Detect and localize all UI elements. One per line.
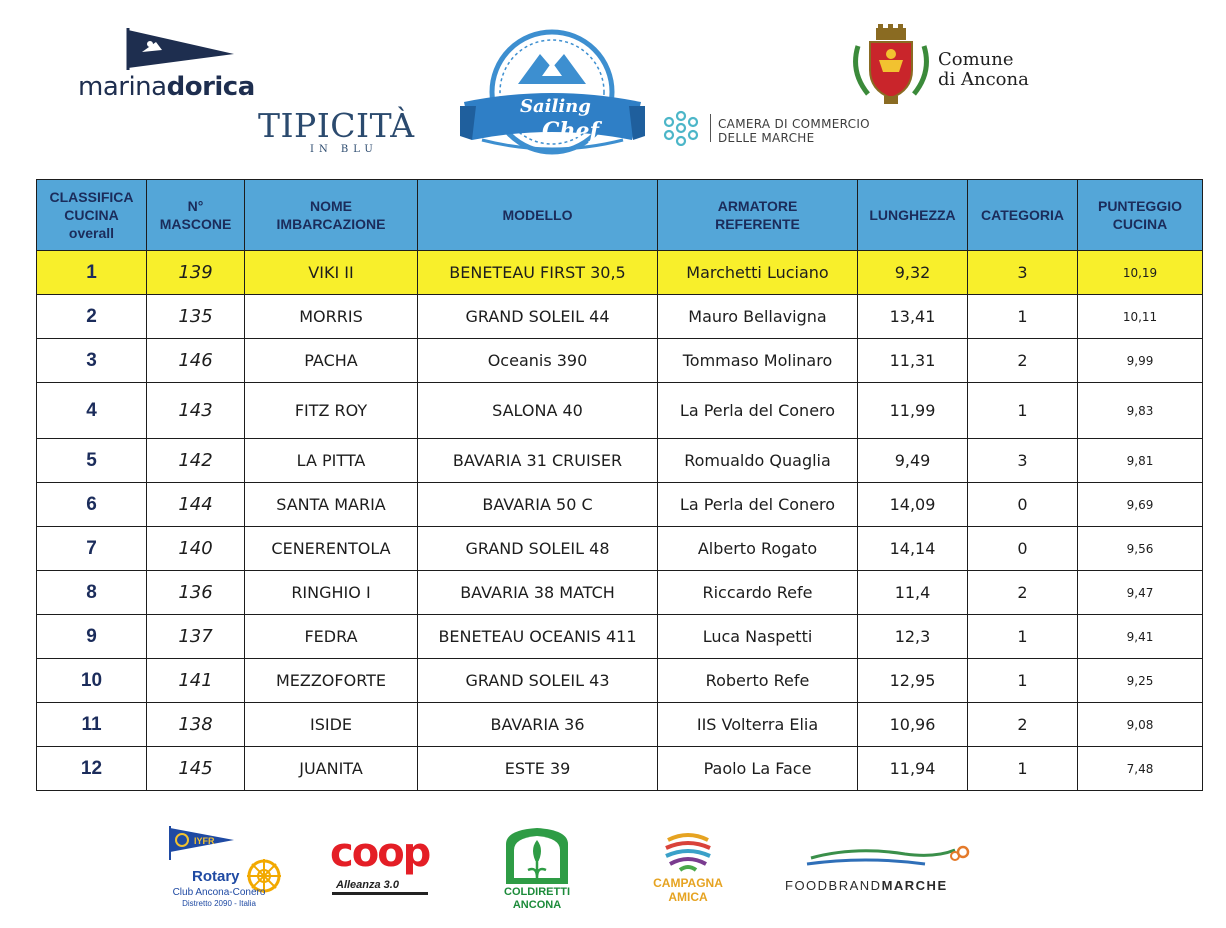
campagna-amica-logo [640,826,736,910]
header-mascone: N° MASCONE [147,180,245,251]
cell-rank: 1 [37,251,147,295]
campagna-amica-text: CAMPAGNA AMICA [653,876,723,904]
sailing-script-text: Sailing [520,96,591,117]
camera-dots-emblem-icon [660,110,702,146]
tipicita-wordmark: TIPICITÀ [258,106,415,145]
foodbrand-landscape-icon [785,842,980,874]
cell-armatore: Riccardo Refe [658,571,858,615]
cell-punteggio: 9,56 [1078,527,1203,571]
cell-lunghezza: 13,41 [858,295,968,339]
table-row [37,703,1203,747]
marinadorica-wordmark: marinadorica [78,72,255,102]
foodbrand-wordmark: FOODBRANDMARCHE [785,878,948,893]
table-row [37,339,1203,383]
cell-nome: PACHA [245,339,418,383]
cell-nome: CENERENTOLA [245,527,418,571]
cell-lunghezza: 11,99 [858,383,968,439]
cell-armatore: Tommaso Molinaro [658,339,858,383]
table-row [37,659,1203,703]
cell-armatore: Alberto Rogato [658,527,858,571]
header-punteggio: PUNTEGGIO CUCINA [1078,180,1203,251]
cell-modello: ESTE 39 [418,747,658,791]
cell-punteggio: 9,25 [1078,659,1203,703]
cell-armatore: IIS Volterra Elia [658,703,858,747]
city-coat-of-arms-icon [848,24,934,108]
cell-mascone: 146 [147,339,245,383]
coop-subtitle: Alleanza 3.0 [336,879,399,891]
sailing-chef-logo [460,28,645,168]
cell-armatore: La Perla del Conero [658,383,858,439]
cell-lunghezza: 11,94 [858,747,968,791]
cell-nome: SANTA MARIA [245,483,418,527]
comune-text: Comune di Ancona [938,49,1029,90]
cell-mascone: 136 [147,571,245,615]
cell-lunghezza: 12,3 [858,615,968,659]
table-row [37,615,1203,659]
cell-modello: BAVARIA 38 MATCH [418,571,658,615]
rotary-logo [148,826,290,916]
ranking-table [36,179,1203,791]
cell-rank: 8 [37,571,147,615]
cell-modello: Oceanis 390 [418,339,658,383]
rotary-club: Club Ancona-Conero [172,887,266,898]
camera-commercio-logo [660,110,890,150]
cell-mascone: 141 [147,659,245,703]
coldiretti-wheat-icon [498,826,576,886]
cell-categoria: 3 [968,251,1078,295]
chef-script-text: Chef [542,118,599,144]
cell-punteggio: 9,99 [1078,339,1203,383]
cell-punteggio: 7,48 [1078,747,1203,791]
cell-lunghezza: 11,4 [858,571,968,615]
cell-armatore: Romualdo Quaglia [658,439,858,483]
cell-rank: 4 [37,383,147,439]
comune-ancona-logo [848,24,1033,108]
cell-modello: BENETEAU OCEANIS 411 [418,615,658,659]
cell-rank: 7 [37,527,147,571]
coop-underline [332,892,428,895]
table-row [37,483,1203,527]
rotary-district: Distretto 2090 - Italia [182,899,256,908]
cell-modello: GRAND SOLEIL 44 [418,295,658,339]
cell-categoria: 0 [968,483,1078,527]
header-armatore: ARMATORE REFERENTE [658,180,858,251]
cell-nome: LA PITTA [245,439,418,483]
header-nome: NOME IMBARCAZIONE [245,180,418,251]
cell-punteggio: 10,19 [1078,251,1203,295]
cell-armatore: Luca Naspetti [658,615,858,659]
cell-mascone: 135 [147,295,245,339]
cell-armatore: La Perla del Conero [658,483,858,527]
cell-punteggio: 9,81 [1078,439,1203,483]
cell-mascone: 145 [147,747,245,791]
table-row [37,251,1203,295]
header-categoria: CATEGORIA [968,180,1078,251]
marinadorica-logo [78,28,255,102]
cell-nome: VIKI II [245,251,418,295]
cell-modello: BAVARIA 50 C [418,483,658,527]
cell-categoria: 1 [968,615,1078,659]
cell-armatore: Marchetti Luciano [658,251,858,295]
cell-punteggio: 9,41 [1078,615,1203,659]
header-rank: CLASSIFICA CUCINA overall [37,180,147,251]
pennant-flag-icon [126,28,236,70]
cell-mascone: 137 [147,615,245,659]
table-row [37,747,1203,791]
cell-categoria: 1 [968,383,1078,439]
coop-logo [330,830,434,898]
tipicita-logo [258,108,413,158]
cell-mascone: 144 [147,483,245,527]
coop-wordmark: coop [330,830,430,876]
table-row [37,571,1203,615]
cell-rank: 9 [37,615,147,659]
cell-punteggio: 9,69 [1078,483,1203,527]
table-row [37,383,1203,439]
foodbrand-marche-logo [785,842,980,898]
cell-rank: 11 [37,703,147,747]
cell-mascone: 138 [147,703,245,747]
cell-punteggio: 9,08 [1078,703,1203,747]
cell-mascone: 143 [147,383,245,439]
cell-categoria: 0 [968,527,1078,571]
cell-modello: BENETEAU FIRST 30,5 [418,251,658,295]
cell-nome: JUANITA [245,747,418,791]
cell-rank: 5 [37,439,147,483]
cell-lunghezza: 14,09 [858,483,968,527]
cell-categoria: 1 [968,659,1078,703]
cell-lunghezza: 12,95 [858,659,968,703]
cell-modello: SALONA 40 [418,383,658,439]
cell-modello: BAVARIA 31 CRUISER [418,439,658,483]
cell-rank: 3 [37,339,147,383]
header-modello: MODELLO [418,180,658,251]
cell-categoria: 2 [968,339,1078,383]
tipicita-subtitle: IN BLU [310,144,378,155]
cell-nome: FITZ ROY [245,383,418,439]
rotary-flag-wheel-icon [148,826,290,896]
cell-punteggio: 9,83 [1078,383,1203,439]
rotary-name: Rotary [192,868,240,885]
table-header-row [37,180,1203,251]
cell-modello: GRAND SOLEIL 48 [418,527,658,571]
cell-categoria: 1 [968,295,1078,339]
cell-lunghezza: 9,49 [858,439,968,483]
cell-mascone: 139 [147,251,245,295]
cell-rank: 6 [37,483,147,527]
cell-lunghezza: 14,14 [858,527,968,571]
cell-rank: 2 [37,295,147,339]
cell-punteggio: 9,47 [1078,571,1203,615]
cell-armatore: Mauro Bellavigna [658,295,858,339]
coldiretti-text: COLDIRETTI ANCONA [504,886,570,911]
cell-rank: 10 [37,659,147,703]
camera-divider [710,114,711,142]
cooking-ranking-table [36,179,1202,791]
table-row [37,295,1203,339]
cell-armatore: Roberto Refe [658,659,858,703]
cell-punteggio: 10,11 [1078,295,1203,339]
cell-mascone: 140 [147,527,245,571]
cell-modello: GRAND SOLEIL 43 [418,659,658,703]
header-lunghezza: LUNGHEZZA [858,180,968,251]
cell-nome: MEZZOFORTE [245,659,418,703]
cell-lunghezza: 9,32 [858,251,968,295]
cell-nome: FEDRA [245,615,418,659]
iyfr-text: IYFR [194,836,215,846]
cell-categoria: 2 [968,703,1078,747]
cell-nome: RINGHIO I [245,571,418,615]
cell-nome: ISIDE [245,703,418,747]
cell-nome: MORRIS [245,295,418,339]
cell-categoria: 1 [968,747,1078,791]
coldiretti-logo [498,826,576,914]
cell-mascone: 142 [147,439,245,483]
cell-lunghezza: 10,96 [858,703,968,747]
cell-armatore: Paolo La Face [658,747,858,791]
campagna-amica-ball-icon [640,826,736,876]
table-row [37,439,1203,483]
cell-modello: BAVARIA 36 [418,703,658,747]
cell-rank: 12 [37,747,147,791]
cell-categoria: 3 [968,439,1078,483]
cell-lunghezza: 11,31 [858,339,968,383]
camera-text: CAMERA DI COMMERCIO DELLE MARCHE [718,117,870,145]
cell-categoria: 2 [968,571,1078,615]
table-row [37,527,1203,571]
